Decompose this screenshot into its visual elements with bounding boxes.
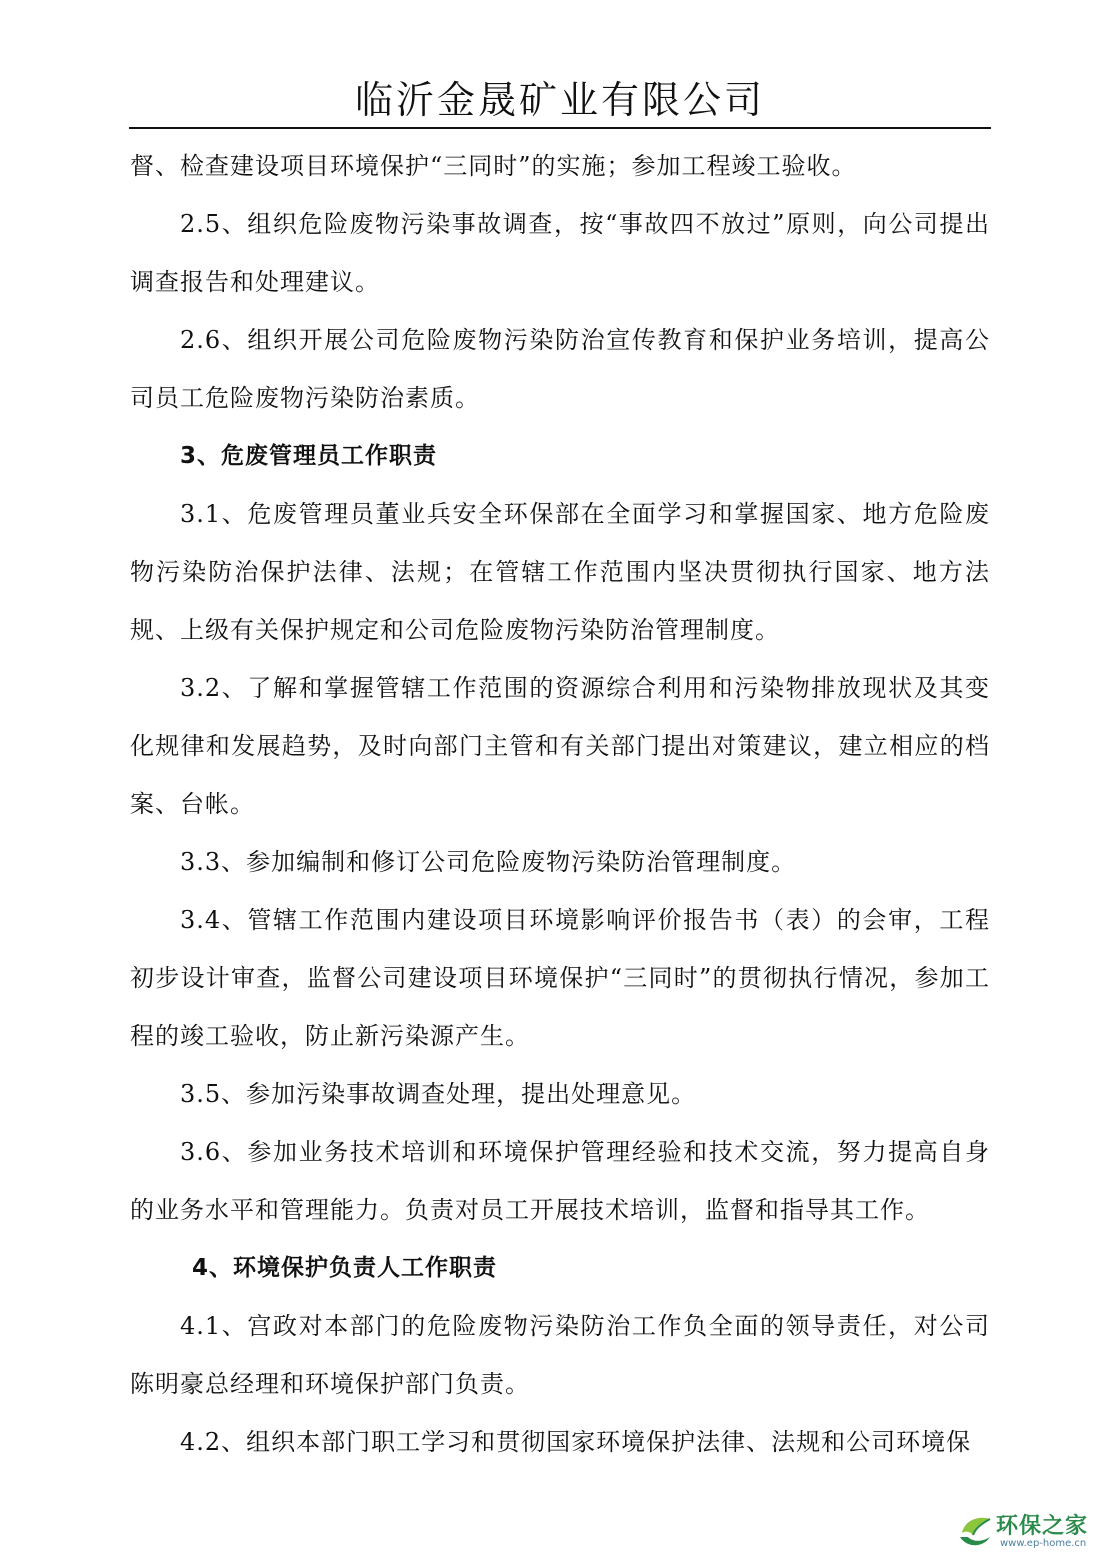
paragraph: 3.2、了解和掌握管辖工作范围的资源综合利用和污染物排放现状及其变化规律和发展趋势，及时向部门主管和有关部门提出对策建议，建立相应的档案、台帐。: [130, 674, 990, 818]
document-body: [130, 137, 990, 1471]
paragraph: 督、检查建设项目环境保护“三同时”的实施；参加工程竣工验收。: [130, 152, 857, 180]
leaf-swoosh-icon: [956, 1511, 996, 1551]
watermark: [956, 1507, 1096, 1557]
paragraph: 3.6、参加业务技术培训和环境保护管理经验和技术交流，努力提高自身的业务水平和管理能力。负责对员工开展技术培训，监督和指导其工作。: [130, 1138, 990, 1224]
paragraph: 3.5、参加污染事故调查处理，提出处理意见。: [180, 1080, 697, 1108]
watermark-url: www.ep-home.cn: [1000, 1538, 1087, 1549]
paragraph: 3.3、参加编制和修订公司危险废物污染防治管理制度。: [180, 848, 797, 876]
section-heading: 4、环境保护负责人工作职责: [192, 1255, 498, 1281]
paragraph: 4.2、组织本部门职工学习和贯彻国家环境保护法律、法规和公司环境保: [180, 1428, 972, 1456]
paragraph: 4.1、宫政对本部门的危险废物污染防治工作负全面的领导责任，对公司陈明豪总经理和环境保护部门负责。: [130, 1312, 990, 1398]
paragraph: 2.6、组织开展公司危险废物污染防治宣传教育和保护业务培训，提高公司员工危险废物污染防治素质。: [130, 326, 990, 412]
paragraph: 3.1、危废管理员董业兵安全环保部在全面学习和掌握国家、地方危险废物污染防治保护法律、法规；在管辖工作范围内坚决贯彻执行国家、地方法规、上级有关保护规定和公司危险废物污染防治管理制度。: [130, 500, 990, 644]
paragraph: 2.5、组织危险废物污染事故调查，按“事故四不放过”原则，向公司提出调查报告和处理建议。: [130, 210, 990, 296]
header-divider: [129, 127, 991, 129]
page-title: 临沂金晟矿业有限公司: [354, 78, 765, 122]
watermark-name: 环保之家: [996, 1514, 1089, 1539]
section-heading: 3、危废管理员工作职责: [180, 443, 438, 469]
paragraph: 3.4、管辖工作范围内建设项目环境影响评价报告书（表）的会审，工程初步设计审查，监督公司建设项目环境保护“三同时”的贯彻执行情况，参加工程的竣工验收，防止新污染源产生。: [130, 906, 990, 1050]
